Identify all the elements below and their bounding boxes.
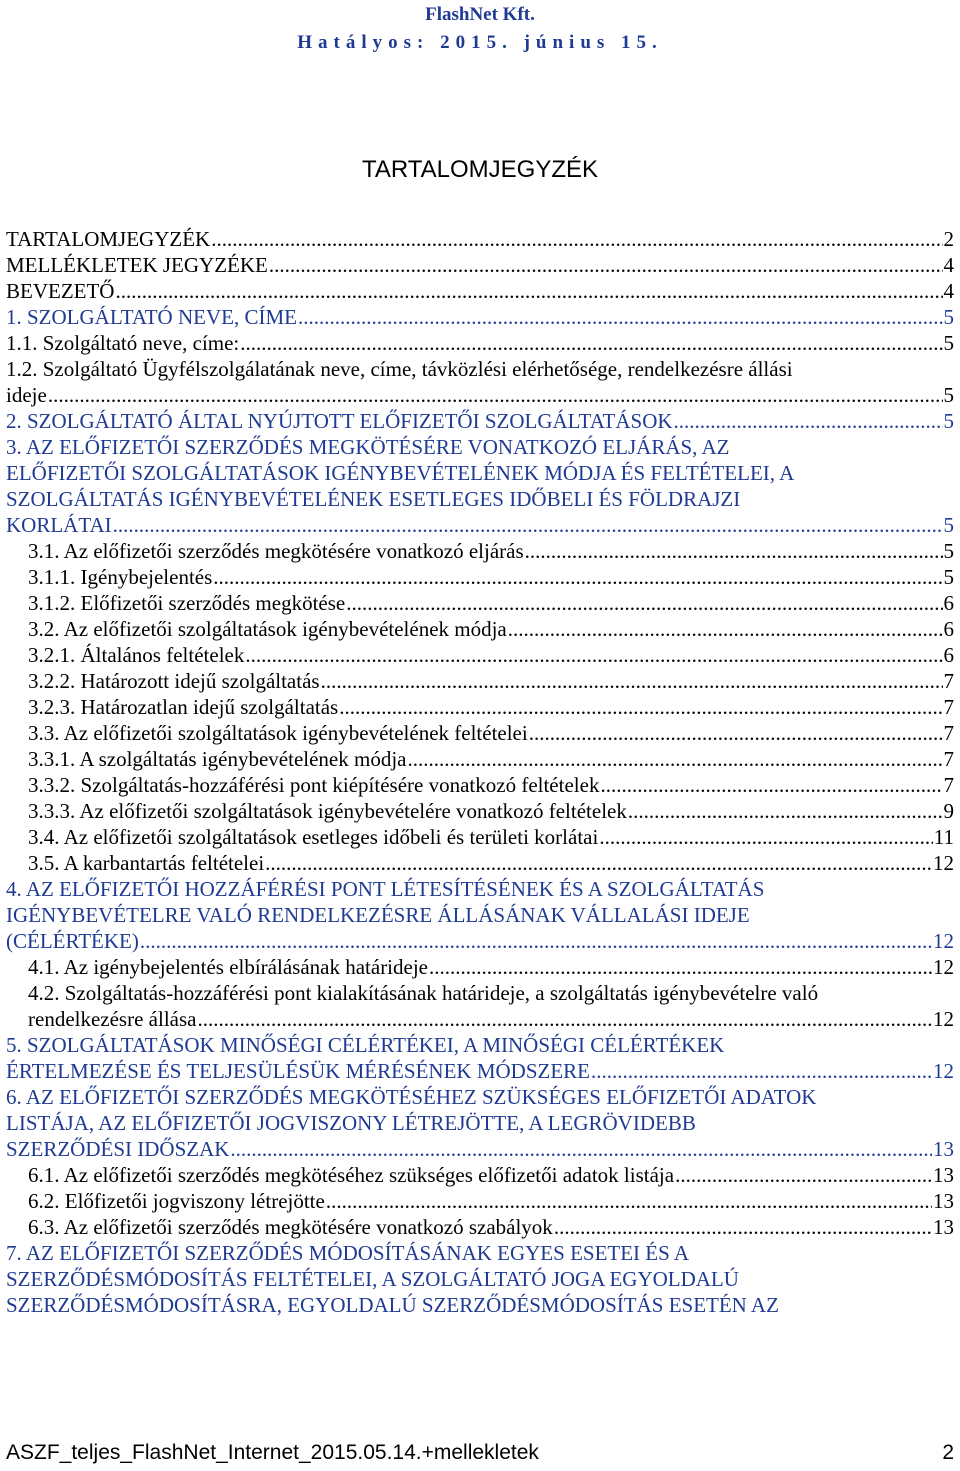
toc-entry-text: 3.3.3. Az előfizetői szolgáltatások igénybevételére vonatkozó feltételek <box>28 799 627 823</box>
toc-page-number: 2 <box>943 227 954 251</box>
toc-entry-text: SZERZŐDÉSI IDŐSZAK <box>6 1137 230 1161</box>
toc-page-number: 7 <box>943 747 954 771</box>
toc-entry[interactable] <box>6 590 960 616</box>
toc-entry[interactable] <box>6 356 960 408</box>
toc-entry-text: 3.4. Az előfizetői szolgáltatások esetleges időbeli és területi korlátai <box>28 825 599 849</box>
toc-page-number: 6 <box>943 643 954 667</box>
toc-page-number: 5 <box>943 565 954 589</box>
toc-entry-text: 3.2. Az előfizetői szolgáltatások igénybevételének módja <box>28 617 507 641</box>
toc-entry-text: BEVEZETŐ <box>6 279 115 303</box>
toc-entry-text: rendelkezésre állása <box>28 1007 197 1031</box>
toc-entry[interactable] <box>6 668 960 694</box>
toc-entry-text: 3.1. Az előfizetői szerződés megkötésére vonatkozó eljárás <box>28 539 524 563</box>
toc-entry[interactable] <box>6 798 960 824</box>
table-of-contents <box>6 226 960 1318</box>
toc-page-number: 7 <box>943 721 954 745</box>
toc-entry-row <box>6 928 960 954</box>
toc-leader-dots <box>600 772 942 798</box>
toc-entry-line: IGÉNYBEVÉTELRE VALÓ RENDELKEZÉSRE ÁLLÁSÁNAK VÁLLALÁSI IDEJE <box>6 903 750 927</box>
toc-entry-row <box>6 538 960 564</box>
effective-date: Hatályos: 2015. június 15. <box>297 32 663 53</box>
toc-entry-text: 6.1. Az előfizetői szerződés megkötéséhez szükséges előfizetői adatok listája <box>28 1163 675 1187</box>
toc-entry-row <box>6 1214 960 1240</box>
toc-entry-row <box>6 512 960 538</box>
toc-entry-text: ideje <box>6 383 47 407</box>
toc-entry-text: 3.2.1. Általános feltételek <box>28 643 245 667</box>
toc-page-number: 12 <box>933 1059 954 1083</box>
toc-page-number: 13 <box>933 1215 954 1239</box>
toc-leader-dots <box>197 1006 932 1032</box>
toc-page-number: 12 <box>933 851 954 875</box>
toc-page-number: 4 <box>943 253 954 277</box>
toc-page-number: 6 <box>943 617 954 641</box>
toc-entry-line: 4. AZ ELŐFIZETŐI HOZZÁFÉRÉSI PONT LÉTESÍTÉSÉNEK ÉS A SZOLGÁLTATÁS <box>6 877 765 901</box>
toc-entry-row <box>6 226 960 252</box>
toc-entry-text: 4.1. Az igénybejelentés elbírálásának határideje <box>28 955 428 979</box>
toc-entry-row <box>6 824 960 850</box>
toc-page-number: 7 <box>943 695 954 719</box>
toc-leader-dots <box>140 928 932 954</box>
toc-entry[interactable] <box>6 746 960 772</box>
toc-entry-row <box>6 382 960 408</box>
toc-entry[interactable] <box>6 1162 960 1188</box>
toc-entry-row <box>6 746 960 772</box>
toc-leader-dots <box>240 330 942 356</box>
toc-entry-row <box>6 772 960 798</box>
toc-entry-row <box>6 668 960 694</box>
toc-leader-dots <box>628 798 943 824</box>
toc-page-number: 12 <box>933 1007 954 1031</box>
toc-page-number: 13 <box>933 1137 954 1161</box>
toc-entry-text: 3.1.1. Igénybejelentés <box>28 565 213 589</box>
toc-title: TARTALOMJEGYZÉK <box>361 156 599 183</box>
toc-trailing-line: 7. AZ ELŐFIZETŐI SZERZŐDÉS MÓDOSÍTÁSÁNAK EGYES ESETEI ÉS A <box>6 1241 690 1265</box>
toc-entry-text: 3.3. Az előfizetői szolgáltatások igénybevételének feltételei <box>28 721 528 745</box>
toc-entry-row <box>6 1136 960 1162</box>
toc-page-number: 6 <box>943 591 954 615</box>
toc-entry-row <box>6 590 960 616</box>
toc-page-number: 11 <box>933 825 954 849</box>
toc-entry-text: 3.5. A karbantartás feltételei <box>28 851 265 875</box>
toc-entry-text: 6.3. Az előfizetői szerződés megkötésére vonatkozó szabályok <box>28 1215 553 1239</box>
toc-page-number: 4 <box>943 279 954 303</box>
toc-entry-line: 6. AZ ELŐFIZETŐI SZERZŐDÉS MEGKÖTÉSÉHEZ SZÜKSÉGES ELŐFIZETŐI ADATOK <box>6 1085 817 1109</box>
toc-entry-line: 1.2. Szolgáltató Ügyfélszolgálatának neve, címe, távközlési elérhetősége, rendelkezésre állási <box>6 357 793 381</box>
toc-entry[interactable] <box>6 980 960 1032</box>
toc-entry-text: KORLÁTAI <box>6 513 112 537</box>
toc-page-number: 12 <box>933 929 954 953</box>
toc-leader-dots <box>298 304 943 330</box>
toc-page-number: 7 <box>943 669 954 693</box>
toc-page-number: 5 <box>943 409 954 433</box>
toc-entry[interactable] <box>6 824 960 850</box>
toc-leader-dots <box>508 616 943 642</box>
toc-entry-text: 1. SZOLGÁLTATÓ NEVE, CÍME <box>6 305 297 329</box>
toc-entry-text: ÉRTELMEZÉSE ÉS TELJESÜLÉSÜK MÉRÉSÉNEK MÓDSZERE <box>6 1059 591 1083</box>
toc-entry[interactable] <box>6 538 960 564</box>
toc-leader-dots <box>674 408 943 434</box>
toc-entry[interactable] <box>6 1032 960 1084</box>
toc-entry-row <box>6 1162 960 1188</box>
toc-leader-dots <box>321 668 943 694</box>
toc-leader-dots <box>269 252 943 278</box>
toc-entry[interactable] <box>6 1214 960 1240</box>
toc-entry-row <box>6 1006 960 1032</box>
footer-page-number: 2 <box>942 1441 954 1464</box>
toc-entry[interactable] <box>6 564 960 590</box>
toc-entry[interactable] <box>6 434 960 538</box>
toc-leader-dots <box>326 1188 932 1214</box>
toc-leader-dots <box>346 590 942 616</box>
toc-entry-text: MELLÉKLETEK JEGYZÉKE <box>6 253 268 277</box>
toc-entry-line: 4.2. Szolgáltatás-hozzáférési pont kialakításának határideje, a szolgáltatás igénybevételre való <box>28 981 819 1005</box>
toc-leader-dots <box>113 512 943 538</box>
toc-entry[interactable] <box>6 278 960 304</box>
toc-entry-line: 3. AZ ELŐFIZETŐI SZERZŐDÉS MEGKÖTÉSÉRE VONATKOZÓ ELJÁRÁS, AZ <box>6 435 730 459</box>
toc-leader-dots <box>429 954 932 980</box>
toc-trailing-line: SZERZŐDÉSMÓDOSÍTÁSRA, EGYOLDALÚ SZERZŐDÉSMÓDOSÍTÁS ESETÉN AZ <box>6 1293 779 1317</box>
toc-entry[interactable] <box>6 720 960 746</box>
toc-leader-dots <box>48 382 943 408</box>
toc-leader-dots <box>554 1214 932 1240</box>
toc-entry-row <box>6 1188 960 1214</box>
toc-entry-row <box>6 850 960 876</box>
toc-entry-row <box>6 1058 960 1084</box>
toc-page-number: 5 <box>943 383 954 407</box>
page-header <box>0 4 960 56</box>
toc-entry[interactable] <box>6 616 960 642</box>
toc-entry[interactable] <box>6 954 960 980</box>
toc-entry-row <box>6 278 960 304</box>
toc-entry-text: 2. SZOLGÁLTATÓ ÁLTAL NYÚJTOTT ELŐFIZETŐI SZOLGÁLTATÁSOK <box>6 409 673 433</box>
toc-page-number: 9 <box>943 799 954 823</box>
toc-page-number: 7 <box>943 773 954 797</box>
toc-entry[interactable] <box>6 226 960 252</box>
toc-leader-dots <box>525 538 943 564</box>
toc-entry-row <box>6 694 960 720</box>
toc-leader-dots <box>675 1162 932 1188</box>
toc-page-number: 13 <box>933 1163 954 1187</box>
toc-entry-row <box>6 720 960 746</box>
toc-entry-line: ELŐFIZETŐI SZOLGÁLTATÁSOK IGÉNYBEVÉTELÉNEK MÓDJA ÉS FELTÉTELEI, A <box>6 461 795 485</box>
toc-entry[interactable] <box>6 772 960 798</box>
toc-page-number: 5 <box>943 305 954 329</box>
toc-entry[interactable] <box>6 694 960 720</box>
toc-entry-text: 3.2.3. Határozatlan idejű szolgáltatás <box>28 695 339 719</box>
toc-entry-row <box>6 642 960 668</box>
toc-entry-text: 6.2. Előfizetői jogviszony létrejötte <box>28 1189 325 1213</box>
toc-entry-row <box>6 408 960 434</box>
toc-entry-line: LISTÁJA, AZ ELŐFIZETŐI JOGVISZONY LÉTREJÖTTE, A LEGRÖVIDEBB <box>6 1111 696 1135</box>
toc-leader-dots <box>211 226 942 252</box>
toc-entry-row <box>6 564 960 590</box>
toc-entry[interactable] <box>6 1188 960 1214</box>
toc-leader-dots <box>339 694 942 720</box>
toc-entry-text: (CÉLÉRTÉKE) <box>6 929 139 953</box>
toc-page-number: 12 <box>933 955 954 979</box>
footer-filename: ASZF_teljes_FlashNet_Internet_2015.05.14.+mellekletek <box>6 1441 539 1464</box>
toc-entry-row <box>6 304 960 330</box>
toc-leader-dots <box>407 746 942 772</box>
toc-leader-dots <box>599 824 932 850</box>
toc-leader-dots <box>265 850 932 876</box>
toc-entry-row <box>6 616 960 642</box>
toc-entry[interactable] <box>6 850 960 876</box>
toc-entry-text: TARTALOMJEGYZÉK <box>6 227 211 251</box>
toc-leader-dots <box>213 564 942 590</box>
toc-entry-row <box>6 330 960 356</box>
toc-entry-row <box>6 954 960 980</box>
toc-entry-line: 5. SZOLGÁLTATÁSOK MINŐSÉGI CÉLÉRTÉKEI, A MINŐSÉGI CÉLÉRTÉKEK <box>6 1033 725 1057</box>
toc-entry-text: 3.3.2. Szolgáltatás-hozzáférési pont kiépítésére vonatkozó feltételek <box>28 773 600 797</box>
toc-entry[interactable] <box>6 408 960 434</box>
toc-leader-dots <box>529 720 943 746</box>
toc-entry-row <box>6 252 960 278</box>
toc-leader-dots <box>230 1136 932 1162</box>
toc-page-number: 5 <box>943 539 954 563</box>
toc-leader-dots <box>245 642 942 668</box>
toc-trailing-line: SZERZŐDÉSMÓDOSÍTÁS FELTÉTELEI, A SZOLGÁLTATÓ JOGA EGYOLDALÚ <box>6 1267 739 1291</box>
toc-entry-text: 3.3.1. A szolgáltatás igénybevételének módja <box>28 747 407 771</box>
toc-entry[interactable] <box>6 252 960 278</box>
toc-entry[interactable] <box>6 1084 960 1162</box>
toc-entry-text: 3.2.2. Határozott idejű szolgáltatás <box>28 669 320 693</box>
toc-leader-dots <box>591 1058 932 1084</box>
toc-entry-line: SZOLGÁLTATÁS IGÉNYBEVÉTELÉNEK ESETLEGES IDŐBELI ÉS FÖLDRAJZI <box>6 487 741 511</box>
company-name: FlashNet Kft. <box>425 4 535 25</box>
toc-entry[interactable] <box>6 876 960 954</box>
toc-page-number: 5 <box>943 513 954 537</box>
toc-entry-text: 3.1.2. Előfizetői szerződés megkötése <box>28 591 346 615</box>
toc-leader-dots <box>115 278 942 304</box>
toc-entry-text: 1.1. Szolgáltató neve, címe: <box>6 331 240 355</box>
toc-entry-row <box>6 798 960 824</box>
toc-entry[interactable] <box>6 330 960 356</box>
toc-page-number: 5 <box>943 331 954 355</box>
toc-page-number: 13 <box>933 1189 954 1213</box>
toc-entry[interactable] <box>6 304 960 330</box>
toc-entry[interactable] <box>6 642 960 668</box>
page-footer <box>6 1441 954 1465</box>
